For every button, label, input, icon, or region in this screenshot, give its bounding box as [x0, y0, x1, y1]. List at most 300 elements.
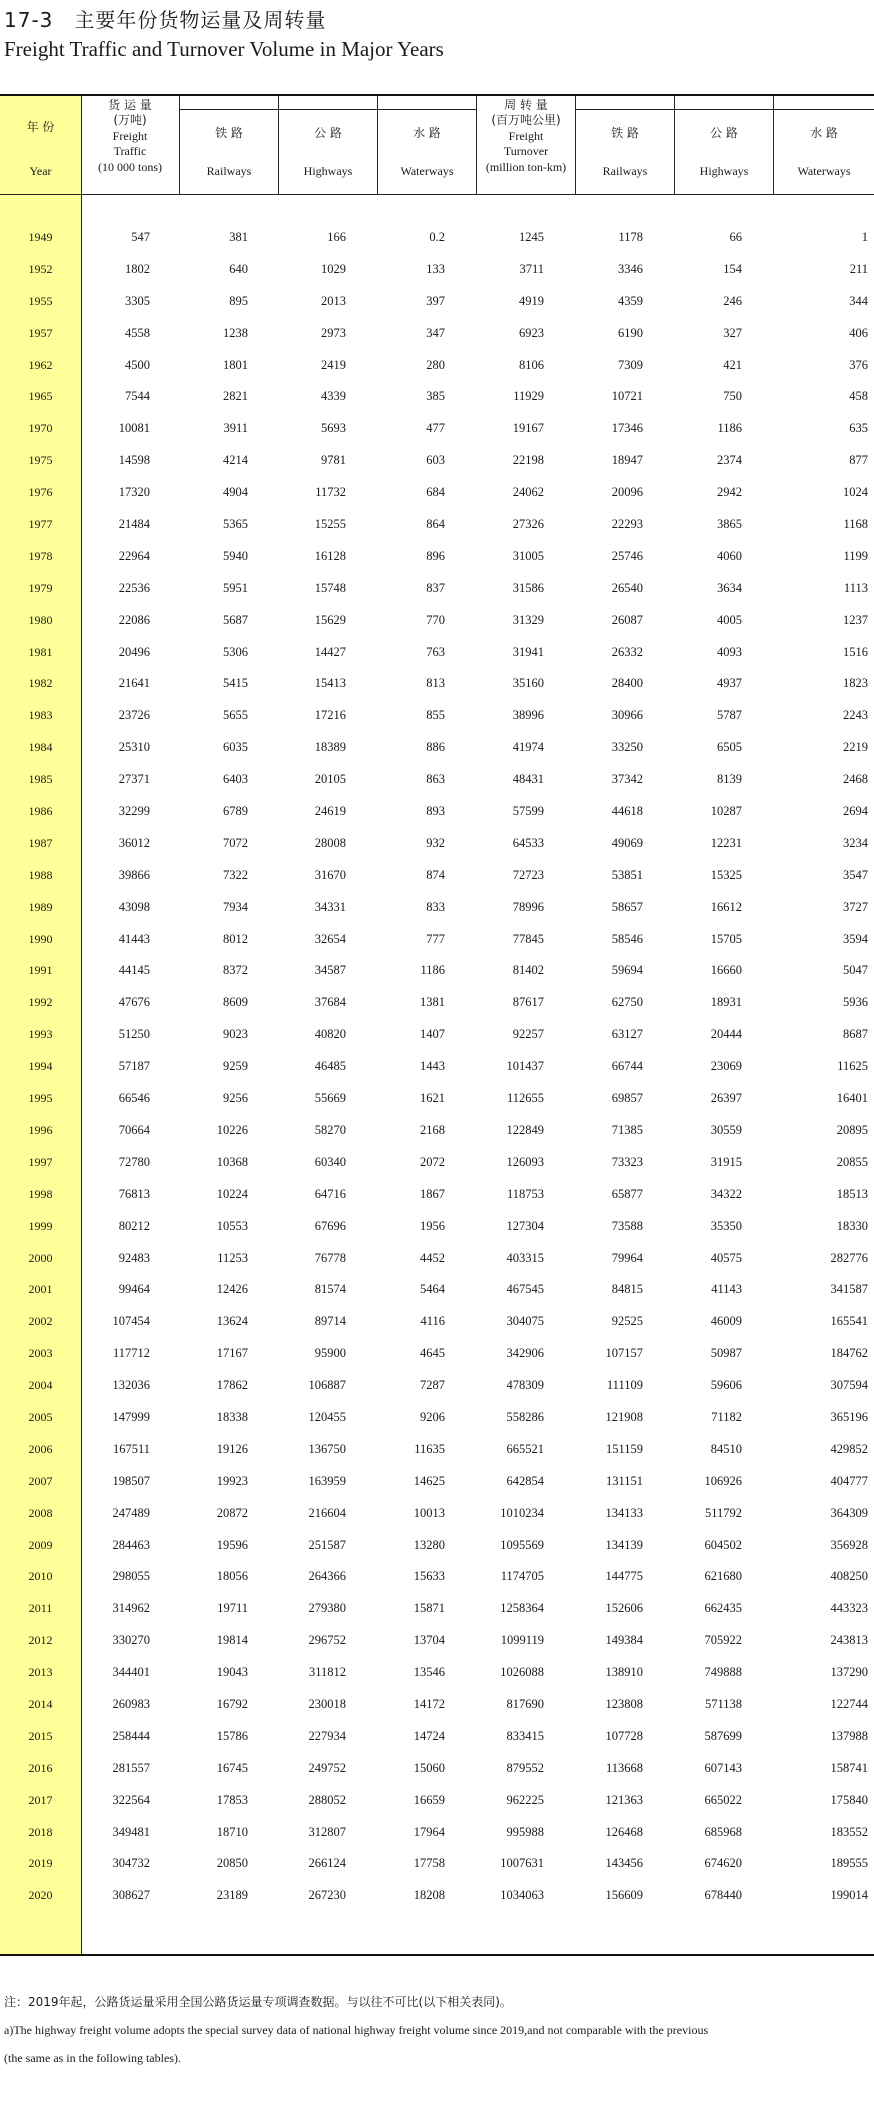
turnover-highways-cell: 665022	[704, 1792, 742, 1807]
table-body	[0, 230, 874, 1920]
turnover-highways-cell: 604502	[704, 1537, 742, 1552]
turnover-total-cell: 122849	[506, 1122, 544, 1137]
freight-waterways-cell: 397	[426, 293, 445, 308]
highways-header-en: Highways	[303, 164, 353, 178]
turnover-waterways-cell: 2243	[843, 708, 868, 723]
freight-waterways-cell: 4452	[420, 1250, 445, 1265]
freight-traffic-cell: 1802	[125, 261, 150, 276]
table-row	[0, 294, 874, 326]
freight-waterways-cell: 15060	[413, 1760, 445, 1775]
freight-highways-cell: 166	[327, 230, 346, 244]
freight-traffic-cell: 22536	[118, 580, 150, 595]
turnover-railways-cell: 134139	[605, 1537, 643, 1552]
freight-traffic-cell: 247489	[112, 1505, 150, 1520]
turnover-waterways-cell: 2694	[843, 804, 868, 819]
freight-highways-cell: 28008	[314, 835, 346, 850]
table-row	[0, 421, 874, 453]
turnover-total-cell: 22198	[512, 453, 544, 468]
freight-traffic-cell: 298055	[112, 1569, 150, 1584]
turnover-total-cell: 11929	[513, 389, 544, 404]
freight-traffic-cell: 41443	[118, 931, 150, 946]
railways-header-zh: 铁 路	[215, 126, 243, 140]
freight-waterways-cell: 893	[426, 804, 445, 819]
turnover-railways-cell: 134133	[605, 1505, 643, 1520]
turnover-total-cell: 833415	[506, 1728, 544, 1743]
freight-waterways-cell: 13546	[413, 1665, 445, 1680]
turnover-waterways-cell: 344	[849, 293, 868, 308]
freight-railways-cell: 18056	[216, 1569, 248, 1584]
year-cell: 2011	[28, 1601, 53, 1616]
turnover-highways-cell: 154	[723, 261, 742, 276]
turnover-railways-cell: 10721	[611, 389, 643, 404]
turnover-highways-cell: 26397	[710, 1091, 742, 1106]
freight-highways-cell: 46485	[314, 1059, 346, 1074]
turnover-highways-cell: 41143	[711, 1282, 742, 1297]
turnover-railways-cell: 152606	[605, 1601, 643, 1616]
year-cell: 2006	[28, 1441, 53, 1456]
turnover-highways-cell: 34322	[710, 1186, 742, 1201]
year-cell: 1984	[28, 740, 53, 755]
freight-highways-cell: 89714	[314, 1314, 346, 1329]
turnover-waterways-cell: 282776	[830, 1250, 868, 1265]
turnover-total-cell: 1007631	[500, 1856, 544, 1871]
freight-highways-cell: 288052	[308, 1792, 346, 1807]
table-notes	[4, 1992, 708, 2068]
turnover-waterways-cell: 365196	[830, 1409, 868, 1424]
freight-waterways-cell: 280	[426, 357, 445, 372]
freight-waterways-cell: 15633	[413, 1569, 445, 1584]
turnover-railways-cell: 113668	[605, 1760, 643, 1775]
freight-waterways-cell: 813	[426, 676, 445, 691]
turnover-highways-cell: 23069	[710, 1059, 742, 1074]
freight-railways-cell: 10226	[216, 1122, 248, 1137]
freight-railways-cell: 18338	[216, 1409, 248, 1424]
freight-waterways-cell: 1621	[420, 1091, 445, 1106]
turnover-railways-cell: 123808	[605, 1696, 643, 1711]
freight-highways-cell: 163959	[308, 1473, 346, 1488]
turnover-railways-cell: 66744	[611, 1059, 643, 1074]
freight-highways-cell: 264366	[308, 1569, 346, 1584]
turnover-header-en2: Turnover	[503, 144, 549, 158]
table-row	[0, 485, 874, 517]
turnover-waterways-cell: 1516	[843, 644, 868, 659]
freight-railways-cell: 5951	[223, 580, 248, 595]
freight-traffic-cell: 92483	[118, 1250, 150, 1265]
turnover-highways-cell: 10287	[710, 804, 742, 819]
freight-railways-cell: 8012	[223, 931, 248, 946]
freight-waterways-cell: 13280	[413, 1537, 445, 1552]
turnover-waterways-cell: 11625	[837, 1059, 868, 1074]
freight-railways-cell: 23189	[216, 1888, 248, 1903]
freight-railways-cell: 8372	[223, 963, 248, 978]
table-row	[0, 1697, 874, 1729]
freight-railways-cell: 6403	[223, 772, 248, 787]
year-cell: 1998	[28, 1186, 53, 1201]
freight-waterways-cell: 13704	[413, 1633, 445, 1648]
turnover-railways-cell: 30966	[611, 708, 643, 723]
year-cell: 2008	[28, 1505, 53, 1520]
turnover-unit-en: (million ton-km)	[485, 160, 567, 174]
turnover-waterways-header-zh: 水 路	[810, 126, 838, 140]
freight-highways-cell: 58270	[314, 1122, 346, 1137]
turnover-railways-cell: 17346	[611, 421, 643, 436]
freight-railways-cell: 5687	[223, 612, 248, 627]
table-title-en: Freight Traffic and Turnover Volume in Major Years	[4, 37, 444, 61]
turnover-total-cell: 27326	[512, 517, 544, 532]
turnover-waterways-cell: 3727	[843, 899, 868, 914]
turnover-railways-cell: 26087	[611, 612, 643, 627]
turnover-highways-cell: 621680	[704, 1569, 742, 1584]
turnover-highways-cell: 685968	[704, 1824, 742, 1839]
turnover-railways-cell: 44618	[611, 804, 643, 819]
freight-traffic-cell: 304732	[112, 1856, 150, 1871]
table-row	[0, 1888, 874, 1920]
turnover-total-cell: 72723	[512, 867, 544, 882]
turnover-highways-cell: 327	[723, 325, 742, 340]
freight-railways-cell: 1801	[223, 357, 248, 372]
table-row	[0, 1251, 874, 1283]
turnover-highways-cell: 8139	[717, 772, 742, 787]
freight-waterways-cell: 863	[426, 772, 445, 787]
turnover-waterways-cell: 211	[849, 261, 868, 276]
freight-waterways-cell: 477	[426, 421, 445, 436]
freight-railways-cell: 6789	[223, 804, 248, 819]
turnover-railways-cell: 58657	[611, 899, 643, 914]
year-cell: 2003	[28, 1346, 53, 1361]
freight-traffic-cell: 66546	[118, 1091, 150, 1106]
freight-traffic-cell: 198507	[112, 1473, 150, 1488]
turnover-total-cell: 642854	[506, 1473, 544, 1488]
table-row	[0, 517, 874, 549]
note-zh: 注：2019年起，公路货运量采用全国公路货运量专项调查数据。与以往不可比(以下相关表同)。	[4, 1995, 512, 2009]
freight-traffic-cell: 284463	[112, 1537, 150, 1552]
table-row	[0, 358, 874, 390]
turnover-total-cell: 77845	[512, 931, 544, 946]
table-row	[0, 1761, 874, 1793]
table-row	[0, 262, 874, 294]
turnover-highways-cell: 4060	[717, 548, 742, 563]
freight-waterways-cell: 10013	[413, 1505, 445, 1520]
freight-traffic-cell: 547	[131, 230, 150, 244]
freight-traffic-cell: 44145	[118, 963, 150, 978]
freight-traffic-cell: 3305	[125, 293, 150, 308]
table-row	[0, 1346, 874, 1378]
note-en-line1: a)The highway freight volume adopts the special survey data of national highway freight volume since 2019,and not comparable with the previous	[4, 2023, 709, 2037]
table-row	[0, 1410, 874, 1442]
turnover-railways-cell: 49069	[611, 835, 643, 850]
turnover-waterways-cell: 16401	[836, 1091, 868, 1106]
freight-traffic-cell: 322564	[112, 1792, 150, 1807]
freight-railways-cell: 3911	[223, 421, 248, 436]
turnover-waterways-cell: 5047	[843, 963, 868, 978]
freight-railways-cell: 17167	[216, 1346, 248, 1361]
freight-waterways-cell: 2168	[420, 1122, 445, 1137]
freight-waterways-cell: 1381	[420, 995, 445, 1010]
freight-traffic-cell: 32299	[118, 804, 150, 819]
freight-railways-cell: 18710	[216, 1824, 248, 1839]
turnover-highways-cell: 4005	[717, 612, 742, 627]
turnover-highways-cell: 66	[729, 230, 742, 244]
turnover-total-cell: 403315	[506, 1250, 544, 1265]
year-cell: 2017	[28, 1792, 53, 1807]
freight-traffic-cell: 349481	[112, 1824, 150, 1839]
freight-highways-cell: 2419	[321, 357, 346, 372]
freight-highways-cell: 20105	[314, 772, 346, 787]
turnover-highways-cell: 46009	[710, 1314, 742, 1329]
turnover-waterways-cell: 184762	[830, 1346, 868, 1361]
year-cell: 2019	[28, 1856, 53, 1871]
freight-railways-cell: 4904	[223, 485, 248, 500]
freight-railways-cell: 2821	[223, 389, 248, 404]
year-cell: 1983	[28, 708, 53, 723]
freight-traffic-cell: 43098	[118, 899, 150, 914]
turnover-highways-cell: 571138	[704, 1696, 742, 1711]
turnover-waterways-cell: 175840	[830, 1792, 868, 1807]
table-row	[0, 995, 874, 1027]
turnover-total-cell: 31329	[512, 612, 544, 627]
turnover-waterways-cell: 3547	[843, 867, 868, 882]
freight-highways-cell: 15629	[314, 612, 346, 627]
freight-railways-cell: 12426	[216, 1282, 248, 1297]
table-row	[0, 230, 874, 262]
table-row	[0, 836, 874, 868]
freight-railways-cell: 5365	[223, 517, 248, 532]
freight-railways-cell: 6035	[223, 740, 248, 755]
turnover-highways-cell: 35350	[710, 1218, 742, 1233]
turnover-total-cell: 995988	[506, 1824, 544, 1839]
turnover-total-cell: 87617	[512, 995, 544, 1010]
freight-highways-cell: 64716	[314, 1186, 346, 1201]
freight-highways-cell: 5693	[321, 421, 346, 436]
header-divider	[179, 96, 180, 194]
year-cell: 1985	[28, 772, 53, 787]
freight-highways-cell: 136750	[308, 1441, 346, 1456]
freight-traffic-cell: 17320	[118, 485, 150, 500]
freight-highways-cell: 267230	[308, 1888, 346, 1903]
year-header-en: Year	[29, 164, 52, 178]
table-row	[0, 868, 874, 900]
freight-traffic-cell: 314962	[112, 1601, 150, 1616]
turnover-highways-cell: 607143	[704, 1760, 742, 1775]
freight-highways-cell: 16128	[314, 548, 346, 563]
freight-highways-cell: 15413	[314, 676, 346, 691]
freight-highways-cell: 251587	[308, 1537, 346, 1552]
turnover-railways-cell: 63127	[611, 1027, 643, 1042]
turnover-railways-cell: 22293	[611, 517, 643, 532]
table-row	[0, 1282, 874, 1314]
turnover-waterways-cell: 20855	[836, 1154, 868, 1169]
turnover-waterways-cell: 429852	[830, 1441, 868, 1456]
table-row	[0, 772, 874, 804]
freight-railways-cell: 11253	[217, 1250, 248, 1265]
highways-header-zh: 公 路	[314, 126, 342, 140]
table-row	[0, 645, 874, 677]
freight-railways-cell: 7322	[223, 867, 248, 882]
freight-railways-cell: 20850	[216, 1856, 248, 1871]
turnover-waterways-cell: 1237	[843, 612, 868, 627]
table-row	[0, 1027, 874, 1059]
table-row	[0, 1538, 874, 1570]
freight-traffic-cell: 107454	[112, 1314, 150, 1329]
freight-highways-cell: 17216	[314, 708, 346, 723]
freight-highways-cell: 1029	[321, 261, 346, 276]
header-rule	[575, 109, 874, 110]
year-cell: 2014	[28, 1696, 53, 1711]
turnover-waterways-cell: 20895	[836, 1122, 868, 1137]
freight-waterways-cell: 833	[426, 899, 445, 914]
table-row	[0, 613, 874, 645]
turnover-total-cell: 665521	[506, 1441, 544, 1456]
year-cell: 1977	[28, 517, 53, 532]
turnover-highways-cell: 59606	[710, 1378, 742, 1393]
turnover-railways-cell: 26540	[611, 580, 643, 595]
turnover-waterways-cell: 5936	[843, 995, 868, 1010]
freight-traffic-cell: 47676	[118, 995, 150, 1010]
freight-waterways-cell: 864	[426, 517, 445, 532]
freight-railways-cell: 4214	[223, 453, 248, 468]
freight-railways-cell: 19596	[216, 1537, 248, 1552]
turnover-total-cell: 127304	[506, 1218, 544, 1233]
freight-railways-cell: 19923	[216, 1473, 248, 1488]
freight-unit-zh: (万吨)	[113, 113, 147, 127]
turnover-railways-cell: 37342	[611, 772, 643, 787]
freight-traffic-cell: 21641	[118, 676, 150, 691]
turnover-total-cell: 879552	[506, 1760, 544, 1775]
freight-header-en1: Freight	[112, 129, 148, 143]
railways-header-en: Railways	[206, 164, 252, 178]
turnover-waterways-cell: 408250	[830, 1569, 868, 1584]
header-divider	[476, 96, 477, 194]
table-row	[0, 1314, 874, 1346]
turnover-waterways-cell: 404777	[830, 1473, 868, 1488]
freight-traffic-cell: 76813	[118, 1186, 150, 1201]
turnover-railways-cell: 138910	[605, 1665, 643, 1680]
year-cell: 1982	[28, 676, 53, 691]
turnover-highways-cell: 2374	[717, 453, 742, 468]
turnover-waterways-cell: 18513	[836, 1186, 868, 1201]
header-divider	[377, 96, 378, 194]
table-row	[0, 549, 874, 581]
freight-waterways-cell: 16659	[413, 1792, 445, 1807]
turnover-railways-cell: 3346	[618, 261, 643, 276]
turnover-waterways-cell: 376	[849, 357, 868, 372]
turnover-railways-cell: 73588	[611, 1218, 643, 1233]
turnover-highways-cell: 421	[723, 357, 742, 372]
turnover-highways-cell: 106926	[704, 1473, 742, 1488]
table-row	[0, 1665, 874, 1697]
year-cell: 1999	[28, 1218, 53, 1233]
year-cell: 1980	[28, 612, 53, 627]
freight-highways-cell: 15748	[314, 580, 346, 595]
year-cell: 1975	[28, 453, 53, 468]
turnover-railways-cell: 149384	[605, 1633, 643, 1648]
freight-traffic-cell: 27371	[118, 772, 150, 787]
turnover-total-cell: 48431	[512, 772, 544, 787]
freight-highways-cell: 2973	[321, 325, 346, 340]
table-row	[0, 1442, 874, 1474]
year-cell: 1962	[28, 357, 53, 372]
turnover-total-cell: 1026088	[500, 1665, 544, 1680]
turnover-total-cell: 8106	[519, 357, 544, 372]
turnover-total-cell: 126093	[506, 1154, 544, 1169]
turnover-railways-header-zh: 铁 路	[611, 126, 639, 140]
freight-railways-cell: 8609	[223, 995, 248, 1010]
freight-waterways-cell: 603	[426, 453, 445, 468]
freight-waterways-cell: 14625	[413, 1473, 445, 1488]
turnover-highways-cell: 674620	[704, 1856, 742, 1871]
turnover-waterways-cell: 877	[849, 453, 868, 468]
freight-waterways-cell: 1443	[420, 1059, 445, 1074]
turnover-highways-cell: 705922	[704, 1633, 742, 1648]
turnover-total-cell: 57599	[512, 804, 544, 819]
year-cell: 1991	[28, 963, 53, 978]
freight-traffic-cell: 4558	[125, 325, 150, 340]
year-cell: 1989	[28, 899, 53, 914]
table-row	[0, 1155, 874, 1187]
freight-railways-cell: 7072	[223, 835, 248, 850]
freight-waterways-cell: 763	[426, 644, 445, 659]
freight-railways-cell: 381	[229, 230, 248, 244]
freight-railways-cell: 17862	[216, 1378, 248, 1393]
freight-header-zh: 货 运 量	[108, 98, 152, 112]
table-row	[0, 326, 874, 358]
freight-railways-cell: 895	[229, 293, 248, 308]
freight-waterways-cell: 837	[426, 580, 445, 595]
turnover-waterways-cell: 3234	[843, 835, 868, 850]
turnover-total-cell: 19167	[512, 421, 544, 436]
turnover-total-cell: 304075	[506, 1314, 544, 1329]
freight-highways-cell: 11732	[315, 485, 346, 500]
turnover-waterways-cell: 364309	[830, 1505, 868, 1520]
freight-waterways-cell: 1956	[420, 1218, 445, 1233]
turnover-railways-cell: 69857	[611, 1091, 643, 1106]
year-cell: 1988	[28, 867, 53, 882]
freight-traffic-cell: 10081	[118, 421, 150, 436]
freight-highways-cell: 311812	[308, 1665, 346, 1680]
freight-traffic-cell: 147999	[112, 1409, 150, 1424]
table-row	[0, 900, 874, 932]
turnover-total-cell: 817690	[506, 1696, 544, 1711]
turnover-railways-cell: 79964	[611, 1250, 643, 1265]
year-cell: 2000	[28, 1250, 53, 1265]
year-cell: 1993	[28, 1027, 53, 1042]
turnover-waterways-cell: 2468	[843, 772, 868, 787]
year-cell: 2012	[28, 1633, 53, 1648]
freight-railways-cell: 20872	[216, 1505, 248, 1520]
freight-railways-cell: 19043	[216, 1665, 248, 1680]
turnover-total-cell: 1245	[519, 230, 544, 244]
turnover-total-cell: 1095569	[500, 1537, 544, 1552]
year-cell: 1978	[28, 548, 53, 563]
table-row	[0, 389, 874, 421]
freight-traffic-cell: 22964	[118, 548, 150, 563]
header-divider	[773, 96, 774, 194]
turnover-railways-cell: 156609	[605, 1888, 643, 1903]
freight-waterways-cell: 133	[426, 261, 445, 276]
turnover-highways-cell: 12231	[710, 835, 742, 850]
freight-highways-cell: 227934	[308, 1728, 346, 1743]
freight-waterways-cell: 17758	[413, 1856, 445, 1871]
table-row	[0, 1793, 874, 1825]
table-row	[0, 740, 874, 772]
freight-railways-cell: 16745	[216, 1760, 248, 1775]
turnover-total-cell: 1034063	[500, 1888, 544, 1903]
table-row	[0, 1219, 874, 1251]
turnover-highways-header-zh: 公 路	[710, 126, 738, 140]
turnover-railways-cell: 107157	[605, 1346, 643, 1361]
turnover-railways-cell: 111109	[606, 1378, 643, 1393]
turnover-railways-cell: 59694	[611, 963, 643, 978]
